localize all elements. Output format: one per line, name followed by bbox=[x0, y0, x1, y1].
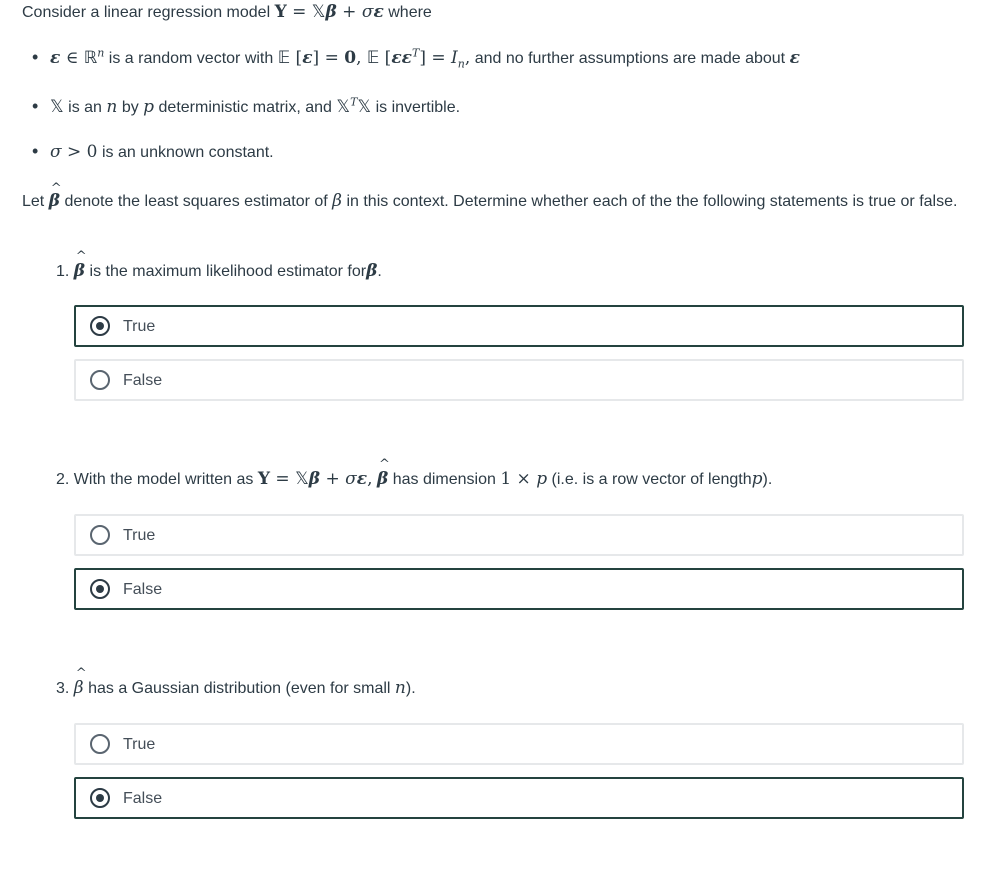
p-symbol: p bbox=[751, 469, 763, 489]
question-2-text-1: With the model written as bbox=[73, 471, 254, 488]
dimension-formula: 1 × p bbox=[500, 469, 548, 489]
sigma-positive: σ > 0 bbox=[50, 142, 98, 162]
question-2-text-4: ). bbox=[762, 471, 773, 488]
bullet-2-text-2: by bbox=[121, 99, 139, 116]
epsilon-in-rn: ε ∈ ℝ$^n$ bbox=[50, 46, 105, 68]
question-3-text-2: ). bbox=[405, 680, 416, 697]
bullet-2-text-3: deterministic matrix, and bbox=[158, 99, 332, 116]
question-2-option-false[interactable] bbox=[74, 568, 964, 610]
question-2 bbox=[56, 469, 772, 489]
radio-unselected-icon[interactable] bbox=[90, 734, 110, 754]
radio-unselected-icon[interactable] bbox=[90, 370, 110, 390]
beta-hat-symbol: ^ β bbox=[74, 261, 85, 281]
question-2-text-3: (i.e. is a row vector of length bbox=[551, 471, 752, 488]
para-text-2: denote the least squares estimator of bbox=[64, 193, 328, 210]
para-text-1: Let bbox=[22, 193, 45, 210]
question-1-number: 1. bbox=[56, 263, 70, 280]
option-label: False bbox=[123, 372, 163, 389]
assumption-bullet-2 bbox=[32, 97, 460, 117]
xtx-formula: 𝕏$^T$𝕏 bbox=[336, 95, 372, 117]
assumption-bullet-3 bbox=[32, 142, 274, 162]
n-symbol: n bbox=[394, 678, 406, 698]
instructions-paragraph bbox=[22, 190, 962, 213]
question-3-option-false[interactable] bbox=[74, 777, 964, 819]
model-equation: Y = 𝕏β + σε bbox=[274, 2, 384, 22]
model-equation: Y = 𝕏β + σε, bbox=[257, 469, 373, 489]
question-1: 1. ^ β is the maximum likelihood estimator forβ. bbox=[56, 261, 382, 281]
question-1-option-true[interactable] bbox=[74, 305, 964, 347]
p-symbol: p bbox=[143, 97, 155, 117]
radio-selected-icon[interactable] bbox=[90, 579, 110, 599]
option-label: False bbox=[123, 790, 163, 807]
question-2-option-true[interactable] bbox=[74, 514, 964, 556]
question-3-option-true[interactable] bbox=[74, 723, 964, 765]
beta-hat-symbol: ^ β bbox=[74, 678, 84, 698]
question-3-number: 3. bbox=[56, 680, 70, 697]
epsilon-symbol: ε bbox=[789, 48, 800, 68]
option-label: True bbox=[123, 736, 156, 753]
question-2-text-2: has dimension bbox=[392, 471, 496, 488]
beta-hat-symbol: ^ β bbox=[49, 191, 60, 211]
bullet-1-text-2: and no further assumptions are made about bbox=[474, 50, 786, 67]
para-text-3: in this context. Determine whether each of the the following statements is true or false. bbox=[346, 193, 958, 210]
intro-text bbox=[22, 2, 432, 22]
bullet-2-text-1: is an bbox=[68, 99, 102, 116]
radio-unselected-icon[interactable] bbox=[90, 525, 110, 545]
question-3 bbox=[56, 678, 416, 698]
bullet-2-text-4: is invertible. bbox=[375, 99, 461, 116]
radio-selected-icon[interactable] bbox=[90, 788, 110, 808]
option-label: True bbox=[123, 318, 156, 335]
question-3-text-1: has a Gaussian distribution (even for small bbox=[88, 680, 391, 697]
beta-hat-symbol: ^ β bbox=[377, 469, 388, 489]
design-matrix-symbol: 𝕏 bbox=[50, 97, 64, 117]
radio-selected-icon[interactable] bbox=[90, 316, 110, 336]
question-1-text: is the maximum likelihood estimator for bbox=[89, 263, 367, 280]
intro-prefix: Consider a linear regression model bbox=[22, 4, 271, 21]
bullet-3-text: is an unknown constant. bbox=[101, 144, 274, 161]
n-symbol: n bbox=[106, 97, 118, 117]
beta-symbol: β bbox=[366, 261, 378, 281]
question-2-number: 2. bbox=[56, 471, 70, 488]
option-label: True bbox=[123, 527, 156, 544]
expectation-formula: 𝔼 [ε] = 0, 𝔼 $[\varepsilon\varepsilon^T] = I_n$, bbox=[277, 46, 471, 71]
option-label: False bbox=[123, 581, 163, 598]
beta-symbol: β bbox=[332, 191, 342, 211]
intro-suffix: where bbox=[388, 4, 432, 21]
question-1-option-false[interactable] bbox=[74, 359, 964, 401]
assumption-bullet-1 bbox=[32, 46, 800, 71]
bullet-1-text-1: is a random vector with bbox=[108, 50, 274, 67]
